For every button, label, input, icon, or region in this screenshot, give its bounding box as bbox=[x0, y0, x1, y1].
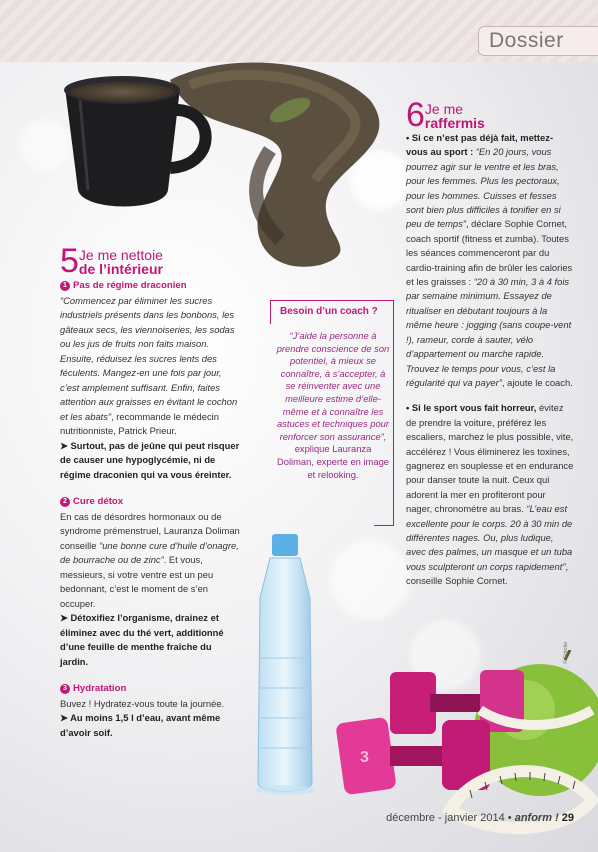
section-6-heading bbox=[406, 96, 574, 134]
sidebar-title: Besoin d’un coach ? bbox=[280, 306, 378, 317]
section-title-line2: de l’intérieur bbox=[78, 261, 163, 277]
section-number: 6 bbox=[406, 96, 425, 134]
number-badge-icon: 3 bbox=[60, 684, 70, 694]
number-badge-icon: 2 bbox=[60, 497, 70, 507]
bokeh-light bbox=[330, 540, 410, 620]
lead-text: • Si ce n’est pas déjà fait, mettez-vous au sport : bbox=[406, 132, 554, 158]
section-title-line2: raffermis bbox=[424, 115, 485, 131]
page-footer bbox=[386, 812, 574, 824]
section-label: Dossier bbox=[489, 29, 564, 52]
loose-tea-leaves bbox=[170, 63, 379, 267]
quote-text: “En 20 jours, vous pourrez agir sur le ventre et les bras, pour les femmes. Plus les pectoraux, pour les hommes. Cuisses et fesses sont bien plus difficiles à tonifier en si peu de temps” bbox=[406, 146, 561, 230]
lead-text: • Si le sport vous fait horreur, bbox=[406, 402, 537, 414]
subheading-text: Hydratation bbox=[73, 683, 127, 694]
water-bottle-illustration bbox=[240, 528, 330, 798]
paragraph bbox=[60, 294, 240, 439]
quote-text: “une bonne cure d’huile d’onagre, de bourrache ou de zinc” bbox=[60, 539, 239, 565]
attribution-text: , recommande le médecin nutritionniste, Patrick Prieur. bbox=[60, 410, 219, 436]
tip-text: ➤ Détoxifiez l’organisme, drainez et éliminez avec du thé vert, additionné d’une feuille de menthe fraîche du jardin. bbox=[60, 612, 224, 667]
quote-text: “L’eau est excellente pour le corps. 20 à 30 min de différentes nages. Ou, plus ludique, avec des palmes, un masque et un tuba vous sculpteront un corps rapidement” bbox=[406, 503, 573, 572]
body-text: , conseille Sophie Cornet. bbox=[406, 560, 569, 587]
section-title-line1: Je me bbox=[424, 101, 464, 117]
subheading-regime bbox=[60, 279, 240, 294]
tip-text: ➤ Surtout, pas de jeûne qui peut risquer de causer une hypoglycémie, ni de régime draconien qui va vous éreinter. bbox=[60, 439, 240, 480]
coach-sidebar bbox=[270, 300, 394, 526]
section-tab bbox=[478, 26, 598, 56]
page-number: 29 bbox=[558, 812, 574, 824]
paragraph bbox=[406, 401, 574, 588]
body-text: , déclare Sophie Cornet, coach sportif (fitness et zumba). Toutes les séances commenceront par du cardio-training afin de brûler les calories et les graisses : bbox=[406, 218, 573, 288]
paragraph bbox=[60, 510, 240, 612]
body-text: En cas de désordres hormonaux ou de syndrome prémenstruel, Lauranza Doliman conseille bbox=[60, 510, 240, 551]
quote-text: “Commencez par éliminer les sucres industriels présents dans les bonbons, les gâteaux secs, les viennoiseries, les sodas ou les jus de fruits non faits maison. Ensuite, réduisez les sucres lents des féculents. Mangez-en une fois par jour, c’est amplement suffisant. Enfin, faites attention aux graisses en évitant le cochon et les abats” bbox=[60, 294, 238, 422]
quote-text: “20 à 30 min, 3 à 4 fois par semaine minimum. Essayez de ritualiser en débutant toujours à la même heure : jogging (sans coupe-vent !), rameur, corde à sauter, vélo d’appartement ou marche rapide. Trouvez le temps pour vous, c’est la régularité qui va payer” bbox=[406, 276, 572, 388]
paragraph bbox=[406, 131, 574, 390]
svg-text:3: 3 bbox=[360, 749, 369, 766]
paragraph: Buvez ! Hydratez-vous toute la journée. bbox=[60, 697, 225, 709]
photo-credit: © Fotolia bbox=[563, 641, 569, 664]
body-text: , ajoute le coach. bbox=[501, 376, 573, 388]
subheading-hydratation bbox=[60, 682, 240, 697]
subheading-text: Pas de régime draconien bbox=[73, 280, 187, 291]
tip-text: ➤ Au moins 1,5 l d’eau, avant même d’avoir soif. bbox=[60, 712, 221, 738]
subheading-text: Cure détox bbox=[73, 496, 124, 507]
section-number: 5 bbox=[60, 242, 79, 280]
sidebar-quote bbox=[276, 330, 390, 481]
body-text: . Et vous, messieurs, si votre ventre est un peu bedonnant, c’est le moment de s’en occuper. bbox=[60, 554, 214, 609]
section-6-column bbox=[406, 96, 574, 589]
footer-date: décembre - janvier 2014 • bbox=[386, 812, 515, 824]
body-text: évitez de prendre la voiture, préférez les escaliers, marchez le plus possible, vite, accélérez ! Vous éliminerez les toxines, gagnerez en souplesse et en endurance pour danser toute la nuit. Ceux qui adorent la mer en profiteront pour nager, chronométre au bras. bbox=[406, 402, 574, 515]
sidebar-quote-text: “J’aide la personne à prendre conscience de son potentiel, à mieux se connaître, à s’accepter, à se réinventer avec une meilleure estime d’elle-même et à connaître les astuces et techniques pour renforcer son assurance”, bbox=[276, 330, 390, 442]
section-5-heading bbox=[60, 242, 240, 280]
section-title-line1: Je me nettoie bbox=[78, 247, 163, 263]
subheading-cure-detox bbox=[60, 495, 240, 510]
sidebar-attribution: explique Lauranza Doliman, experte en image et relooking. bbox=[276, 443, 390, 480]
magazine-name: anform ! bbox=[514, 812, 559, 824]
bottle-cap bbox=[272, 534, 298, 556]
number-badge-icon: 1 bbox=[60, 281, 70, 291]
section-5-column bbox=[60, 242, 240, 740]
